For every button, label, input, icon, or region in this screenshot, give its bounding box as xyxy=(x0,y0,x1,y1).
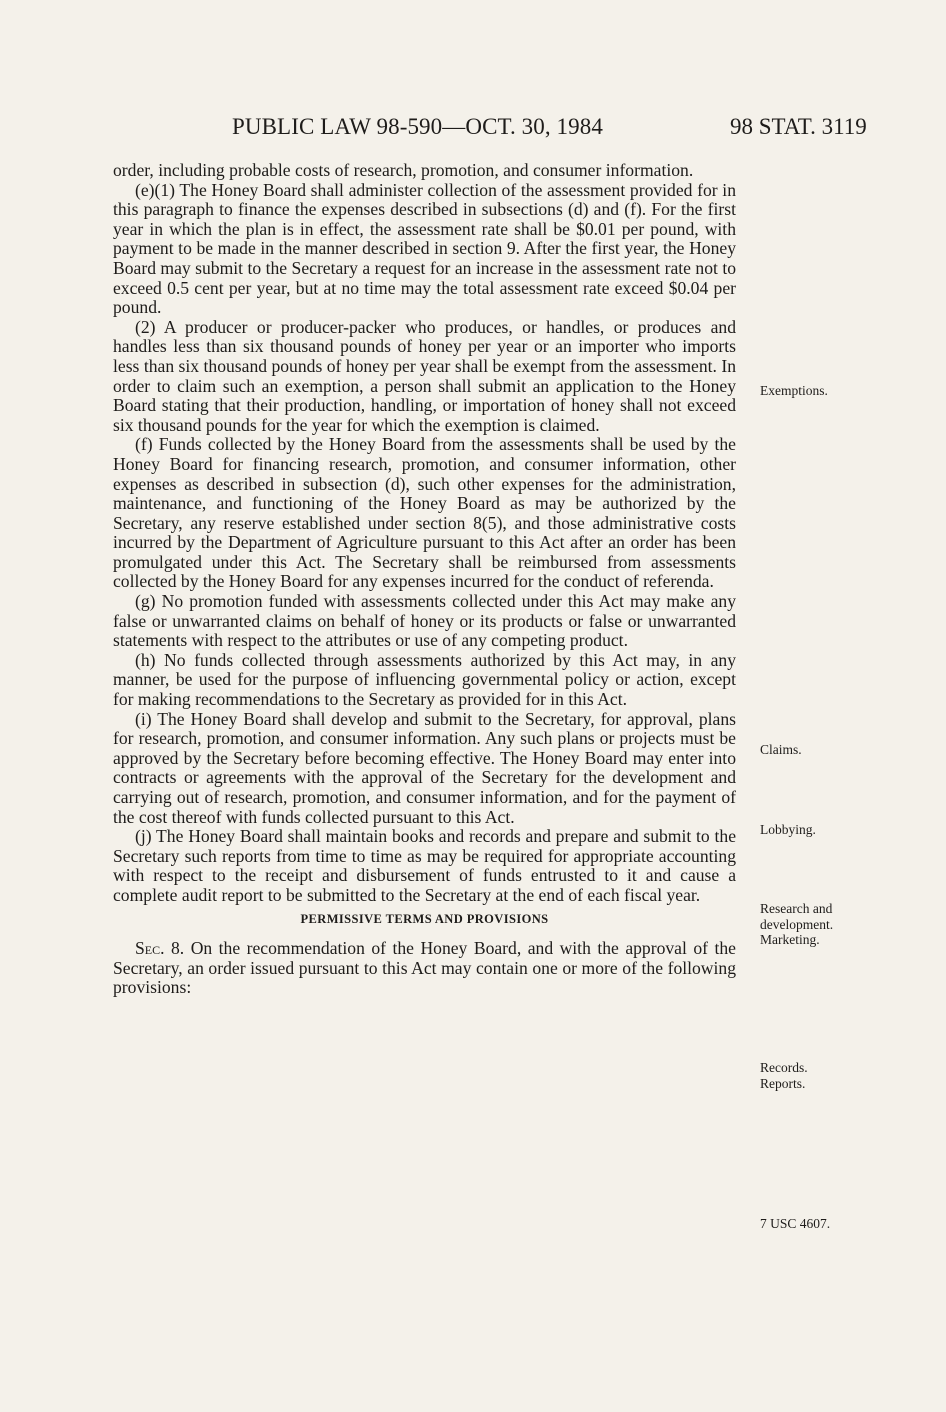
margin-note-records-line: Records. xyxy=(760,1060,808,1075)
margin-note-claims: Claims. xyxy=(760,742,802,757)
paragraph-i: (i) The Honey Board shall develop and submit to the Secretary, for approval, plans for research, promotion, and consumer information. Any such plans or projects must be approved by the Secretary before becoming effective. The Honey Board may enter into contracts or agreements with the approval of the Secretary for the development and carrying out of research, promotion, and consumer information, and for the payment of the cost thereof with funds collected pursuant to this Act. xyxy=(113,708,736,827)
margin-note-lobbying: Lobbying. xyxy=(760,822,816,837)
paragraph-e2: (2) A producer or producer-packer who produces, or handles, or produces and handles less than six thousand pounds of honey per year or an importer who imports less than six thousand pounds of honey per year shall be exempt from the assessment. In order to claim such an exemption, a person shall submit an application to the Honey Board stating that their production, handling, or importation of honey shall not exceed six thousand pounds for the year for which the exemption is claimed. xyxy=(113,316,736,435)
margin-note-reports-line: Reports. xyxy=(760,1075,806,1091)
paragraph-f: (f) Funds collected by the Honey Board from the assessments shall be used by the Honey Board for financing research, promotion, and consumer information, other expenses as described in subsection (d), such other expenses for the administration, maintenance, and functioning of the Honey Board as may be authorized by the Secretary, any reserve established under section 8(5), and those administrative costs incurred by the Department of Agriculture pursuant to this Act after an order has been promulgated under this Act. The Secretary shall be reimbursed from assessments collected by the Honey Board for any expenses incurred for the conduct of referenda. xyxy=(113,434,736,592)
paragraph-g: (g) No promotion funded with assessments collected under this Act may make any false or unwarranted claims on behalf of honey or its products or false or unwarranted statements with respect to the attributes or use of any competing product. xyxy=(113,591,736,651)
section-heading: PERMISSIVE TERMS AND PROVISIONS xyxy=(300,911,549,926)
margin-note-research xyxy=(760,901,833,948)
section-label: Sec. 8. xyxy=(135,938,185,959)
paragraph-sec-8 xyxy=(113,939,736,998)
paragraph-e1: (e)(1) The Honey Board shall administer collection of the assessment provided for in this paragraph to finance the expenses described in subsections (d) and (f). For the first year in which the plan is in effect, the assessment rate shall be $0.01 per pound, with payment to be made in the manner described in section 9. After the first year, the Honey Board may submit to the Secretary a request for an increase in the assessment rate not to exceed 0.5 cent per year, but at no time may the total assessment rate exceed $0.04 per pound. xyxy=(113,179,736,318)
running-header-page-number: 98 STAT. 3119 xyxy=(730,114,867,139)
body-text xyxy=(113,161,736,998)
paragraph-continued: order, including probable costs of research, promotion, and consumer information. xyxy=(113,160,694,180)
margin-note-research-line2: development. xyxy=(760,916,834,932)
paragraph-h: (h) No funds collected through assessments authorized by this Act may, in any manner, be used for the purpose of influencing governmental policy or action, except for making recommendations to the Secretary as provided for in this Act. xyxy=(113,649,736,710)
margin-note-exemptions: Exemptions. xyxy=(760,383,828,398)
margin-note-research-line1: Research and xyxy=(760,901,833,916)
margin-note-records xyxy=(760,1060,808,1091)
paragraph-j: (j) The Honey Board shall maintain books and records and prepare and submit to the Secretary such reports from time to time as may be required for appropriate accounting with respect to the receipt and disbursement of funds entrusted to it and cause a complete audit report to be submitted to the Secretary at the end of each fiscal year. xyxy=(113,826,736,905)
section-text: On the recommendation of the Honey Board, and with the approval of the Secretary, an order issued pursuant to this Act may contain one or more of the following provisions: xyxy=(113,938,736,998)
running-header-title: PUBLIC LAW 98-590—OCT. 30, 1984 xyxy=(232,114,603,139)
margin-note-usc-citation: 7 USC 4607. xyxy=(760,1216,831,1231)
margin-note-marketing: Marketing. xyxy=(760,932,820,947)
